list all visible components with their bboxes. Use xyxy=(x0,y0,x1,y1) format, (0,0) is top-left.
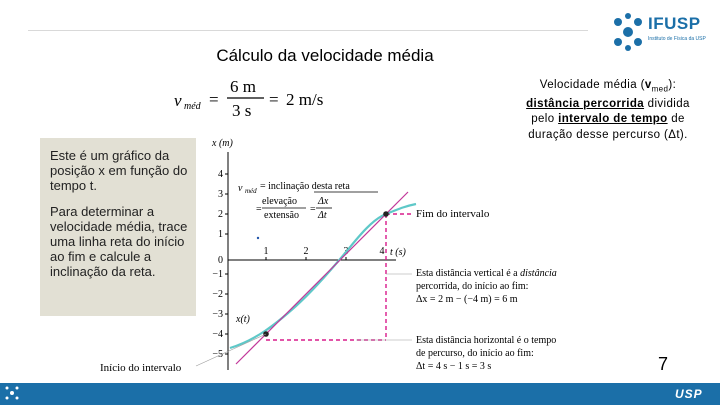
slope-frac-den: extensão xyxy=(264,210,299,221)
formula-result: 2 m/s xyxy=(286,90,324,109)
vertical-note xyxy=(386,268,557,305)
svg-text:de percurso, do início ao fim:: de percurso, do início ao fim: xyxy=(416,348,534,359)
end-point xyxy=(383,211,389,217)
y-tick: −3 xyxy=(212,309,223,320)
slope-label: = inclinação desta reta xyxy=(260,181,350,192)
y-tick: 2 xyxy=(218,209,223,220)
svg-text:percorrida, do início ao fim:: percorrida, do início ao fim: xyxy=(416,281,529,292)
slope-frac2-num: Δx xyxy=(318,196,329,207)
slope-eq-a: = xyxy=(256,204,262,215)
horizontal-note xyxy=(356,335,556,372)
formula-sub: méd xyxy=(184,101,201,112)
phrase-interval: intervalo de tempo xyxy=(558,113,668,126)
page-number: 7 xyxy=(658,354,669,374)
y-tick: −5 xyxy=(212,349,223,360)
y-tick: −2 xyxy=(212,289,223,300)
footer-logo-icon xyxy=(4,385,20,401)
slope-v: v xyxy=(238,183,243,194)
curve-label: x(t) xyxy=(236,314,250,325)
y-tick: 1 xyxy=(218,229,223,240)
y-ticks xyxy=(212,169,223,360)
svg-text:Esta distância vertical é a di: Esta distância vertical é a distância xyxy=(416,268,557,279)
position-curve xyxy=(230,204,416,348)
y-axis-label: x (m) xyxy=(212,138,233,149)
explanation-para-1: Este é um gráfico da posição x em função do tempo t. xyxy=(50,148,188,193)
y-tick: −4 xyxy=(212,329,223,340)
formula-denominator: 3 s xyxy=(232,101,252,120)
start-label: Início do intervalo xyxy=(100,362,182,374)
formula-numerator: 6 m xyxy=(230,77,256,96)
definition-text: Velocidade média $(v_{med})$: distância percorrida dividida pelo intervalo de tempo de duração desse percurso (Δt). xyxy=(526,79,690,141)
x-tick: 3 xyxy=(343,246,349,257)
logo-subtitle: Instituto de Física da USP xyxy=(648,36,706,42)
x-tick: 4 xyxy=(379,246,385,257)
svg-text:Δt = 4 s − 1 s = 3 s: Δt = 4 s − 1 s = 3 s xyxy=(416,361,492,372)
average-velocity-formula xyxy=(172,76,342,124)
slope-frac-num: elevação xyxy=(262,196,297,207)
formula-v: v xyxy=(174,91,182,110)
footer-brand: USP xyxy=(675,387,703,401)
x-axis-label: t (s) xyxy=(390,247,406,258)
svg-text:Esta distância horizontal é o: Esta distância horizontal é o tempo xyxy=(416,335,557,346)
slope-frac2-den: Δt xyxy=(318,210,327,221)
y-tick: −1 xyxy=(212,269,223,280)
x-ticks xyxy=(264,246,385,257)
x-tick: 2 xyxy=(303,246,309,257)
explanation-box xyxy=(40,138,196,316)
phrase-distance: distância percorrida xyxy=(526,97,645,110)
slope-sub: méd xyxy=(245,187,257,195)
footer-bar xyxy=(0,383,720,405)
guide-dashes xyxy=(263,214,412,340)
svg-text:Δx = 2 m − (−4 m) = 6 m: Δx = 2 m − (−4 m) = 6 m xyxy=(416,294,518,305)
formula-eq1: = xyxy=(209,90,219,109)
y-tick: 0 xyxy=(218,255,223,266)
end-label: Fim do intervalo xyxy=(416,208,490,220)
y-tick: 3 xyxy=(218,189,223,200)
header-divider xyxy=(28,30,588,31)
stray-dot xyxy=(257,237,259,239)
explanation-para-2: Para determinar a velocidade média, trace uma linha reta do início ao fim e calcule a inclinação da reta. xyxy=(50,204,188,279)
slide-title: Cálculo da velocidade média xyxy=(216,46,434,65)
x-tick: 1 xyxy=(263,246,269,257)
slope-eq-b: = xyxy=(310,204,316,215)
formula-eq2: = xyxy=(269,90,279,109)
y-tick: 4 xyxy=(218,169,223,180)
logo-text: IFUSP xyxy=(648,14,701,33)
